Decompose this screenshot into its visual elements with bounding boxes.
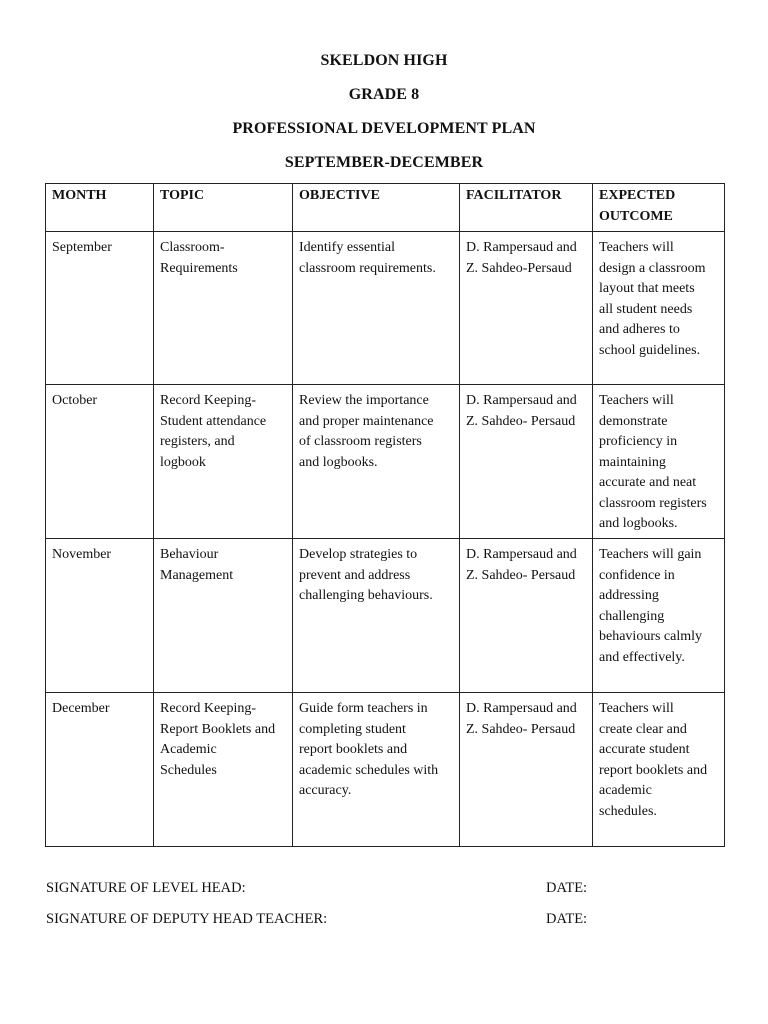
month-cell: December bbox=[46, 693, 154, 847]
level-head-date-label: DATE: bbox=[546, 880, 588, 896]
column-header-topic: TOPIC bbox=[154, 184, 293, 232]
facilitator-cell: D. Rampersaud and Z. Sahdeo-Persaud bbox=[460, 232, 593, 385]
column-header-expected-outcome: EXPECTED OUTCOME bbox=[593, 184, 725, 232]
topic-cell: Record Keeping- Report Booklets and Academic Schedules bbox=[154, 693, 293, 847]
outcome-cell: Teachers will design a classroom layout that meets all student needs and adheres to school guidelines. bbox=[593, 232, 725, 385]
table-header-row bbox=[46, 184, 725, 232]
topic-cell: Behaviour Management bbox=[154, 539, 293, 693]
outcome-cell: Teachers will create clear and accurate student report booklets and academic schedules. bbox=[593, 693, 725, 847]
topic-cell: Classroom- Requirements bbox=[154, 232, 293, 385]
plan-period: SEPTEMBER-DECEMBER bbox=[284, 154, 484, 171]
signature-section bbox=[46, 880, 726, 942]
outcome-cell: Teachers will gain confidence in addressing challenging behaviours calmly and effectively. bbox=[593, 539, 725, 693]
deputy-head-date-label: DATE: bbox=[546, 911, 588, 927]
plan-title: PROFESSIONAL DEVELOPMENT PLAN bbox=[232, 120, 536, 137]
grade-level: GRADE 8 bbox=[348, 86, 420, 103]
month-cell: October bbox=[46, 385, 154, 539]
objective-cell: Develop strategies to prevent and address challenging behaviours. bbox=[293, 539, 460, 693]
development-plan-table bbox=[45, 183, 725, 847]
level-head-signature-label: SIGNATURE OF LEVEL HEAD: bbox=[46, 880, 246, 896]
column-header-facilitator: FACILITATOR bbox=[460, 184, 593, 232]
column-header-objective: OBJECTIVE bbox=[293, 184, 460, 232]
objective-cell: Guide form teachers in completing student report booklets and academic schedules with accuracy. bbox=[293, 693, 460, 847]
document-header bbox=[0, 44, 768, 180]
school-name: SKELDON HIGH bbox=[320, 52, 448, 69]
outcome-cell: Teachers will demonstrate proficiency in maintaining accurate and neat classroom registers and logbooks. bbox=[593, 385, 725, 539]
month-cell: September bbox=[46, 232, 154, 385]
facilitator-cell: D. Rampersaud and Z. Sahdeo- Persaud bbox=[460, 539, 593, 693]
objective-cell: Review the importance and proper maintenance of classroom registers and logbooks. bbox=[293, 385, 460, 539]
table-row bbox=[46, 539, 725, 693]
facilitator-cell: D. Rampersaud and Z. Sahdeo- Persaud bbox=[460, 385, 593, 539]
objective-cell: Identify essential classroom requirements. bbox=[293, 232, 460, 385]
deputy-head-signature-label: SIGNATURE OF DEPUTY HEAD TEACHER: bbox=[46, 911, 328, 927]
facilitator-cell: D. Rampersaud and Z. Sahdeo- Persaud bbox=[460, 693, 593, 847]
signature-row-deputy-head bbox=[46, 911, 726, 942]
signature-row-level-head bbox=[46, 880, 726, 911]
table-row bbox=[46, 232, 725, 385]
table-row bbox=[46, 693, 725, 847]
column-header-month: MONTH bbox=[46, 184, 154, 232]
table-row bbox=[46, 385, 725, 539]
topic-cell: Record Keeping- Student attendance registers, and logbook bbox=[154, 385, 293, 539]
month-cell: November bbox=[46, 539, 154, 693]
